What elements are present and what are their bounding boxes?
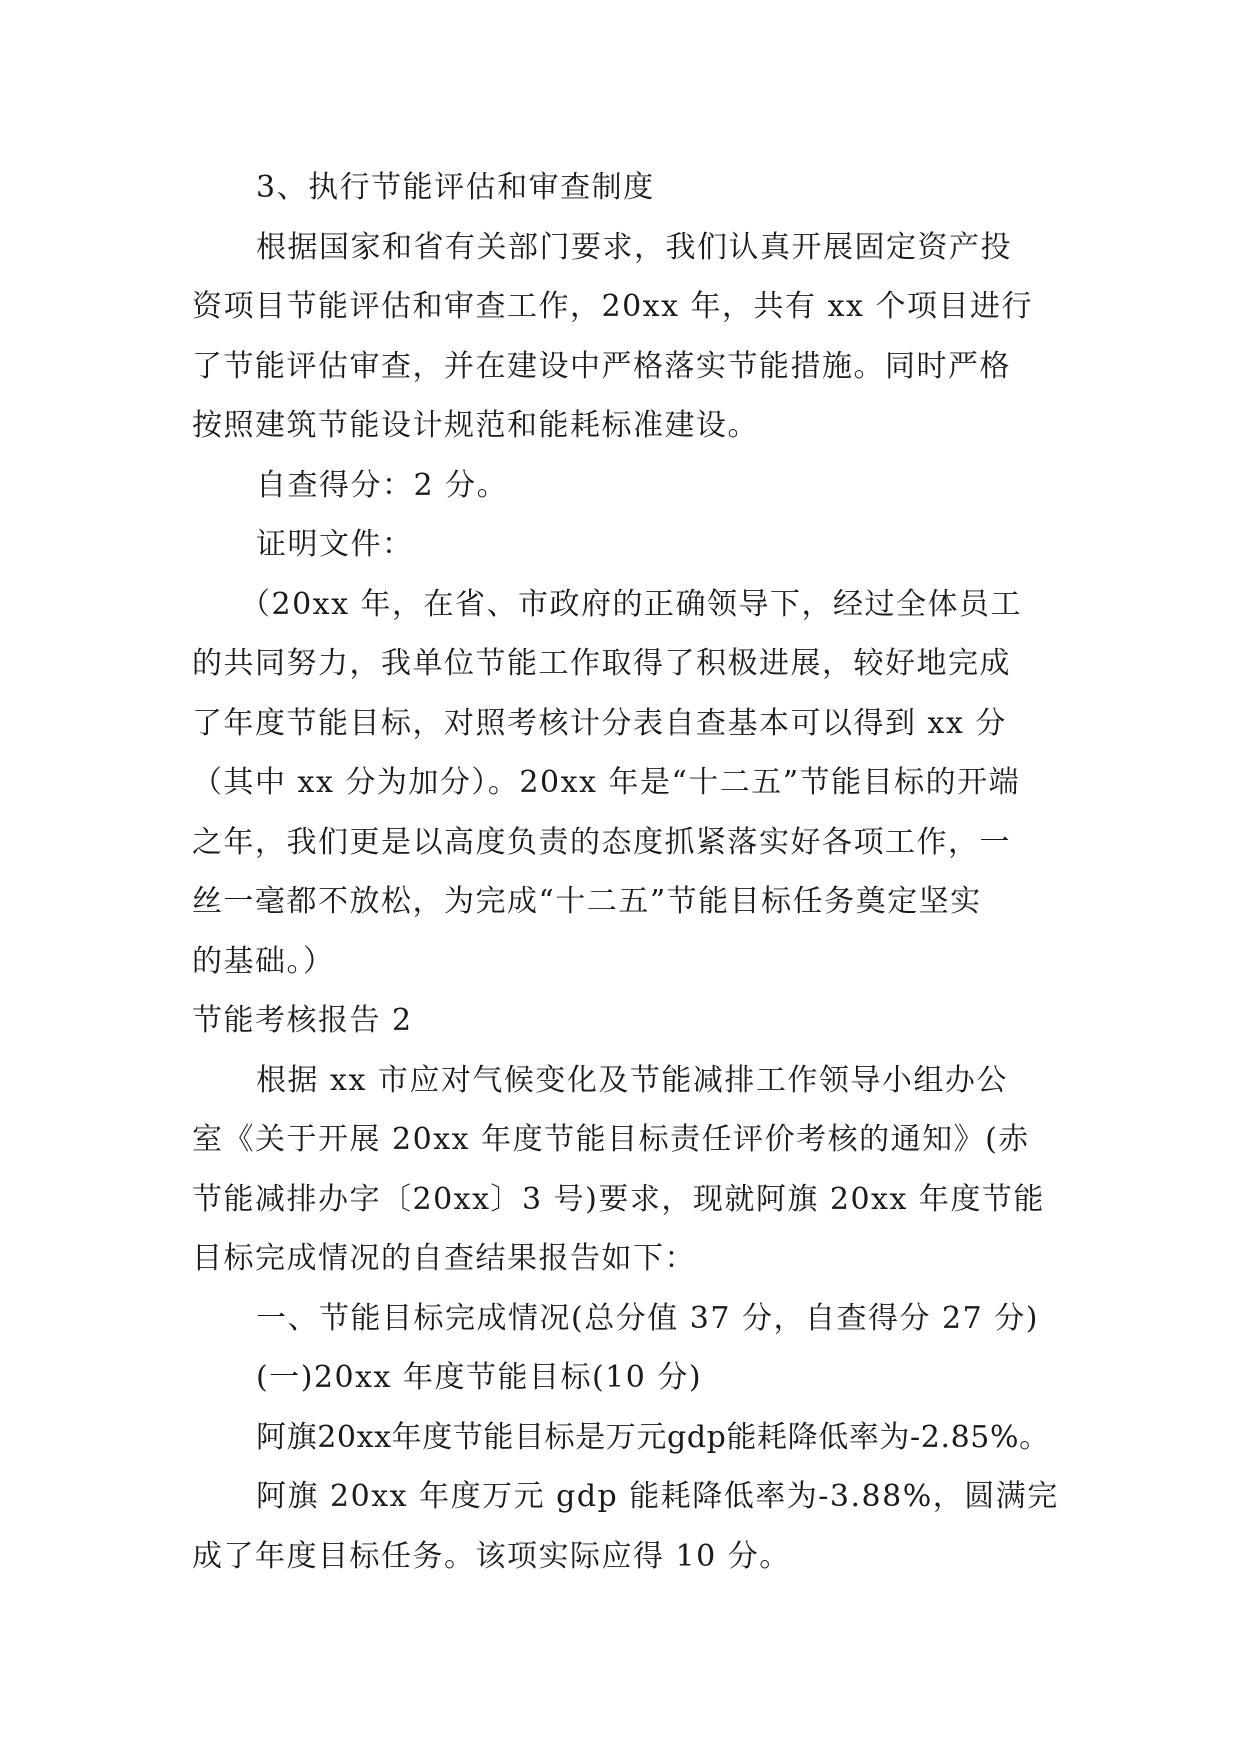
paragraph-line: 室《关于开展 20xx 年度节能目标责任评价考核的通知》(赤 bbox=[192, 1122, 1030, 1157]
paragraph-line: 了年度节能目标，对照考核计分表自查基本可以得到 xx 分 bbox=[192, 706, 1007, 741]
paragraph-line: 了节能评估审查，并在建设中严格落实节能措施。同时严格 bbox=[192, 349, 1011, 384]
report-title: 节能考核报告 2 bbox=[192, 1003, 413, 1038]
paragraph-line: 资项目节能评估和审查工作，20xx 年，共有 xx 个项目进行 bbox=[192, 289, 1033, 324]
subsection-heading: (一)20xx 年度节能目标(10 分) bbox=[256, 1360, 703, 1395]
paragraph-line: 按照建筑节能设计规范和能耗标准建设。 bbox=[192, 408, 759, 443]
self-score-line: 自查得分：2 分。 bbox=[256, 468, 509, 503]
paragraph-line: 目标完成情况的自查结果报告如下： bbox=[192, 1241, 696, 1276]
paragraph-line: 丝一毫都不放松，为完成“十二五”节能目标任务奠定坚实 bbox=[192, 884, 982, 919]
paragraph-line: （20xx 年，在省、市政府的正确领导下，经过全体员工 bbox=[240, 587, 1023, 622]
paragraph-line: 阿旗 20xx 年度万元 gdp 能耗降低率为-3.88%，圆满完 bbox=[256, 1479, 1059, 1514]
paragraph-line: 之年，我们更是以高度负责的态度抓紧落实好各项工作，一 bbox=[192, 825, 1011, 860]
paragraph-line: 阿旗20xx年度节能目标是万元gdp能耗降低率为-2.85%。 bbox=[256, 1420, 1050, 1455]
evidence-label: 证明文件： bbox=[256, 527, 414, 562]
paragraph-line: 成了年度目标任务。该项实际应得 10 分。 bbox=[192, 1539, 791, 1574]
paragraph-line: 的基础。） bbox=[192, 944, 335, 979]
paragraph-line: 根据国家和省有关部门要求，我们认真开展固定资产投 bbox=[256, 230, 1012, 265]
section-heading: 一、节能目标完成情况(总分值 37 分，自查得分 27 分) bbox=[256, 1301, 1039, 1336]
paragraph-line: （其中 xx 分为加分）。20xx 年是“十二五”节能目标的开端 bbox=[192, 765, 1021, 800]
paragraph-line: 节能减排办字〔20xx〕3 号)要求，现就阿旗 20xx 年度节能 bbox=[192, 1182, 1045, 1217]
paragraph-line: 根据 xx 市应对气候变化及节能减排工作领导小组办公 bbox=[256, 1063, 1008, 1098]
section-heading: 3、执行节能评估和审查制度 bbox=[256, 170, 655, 205]
paragraph-line: 的共同努力，我单位节能工作取得了积极进展，较好地完成 bbox=[192, 646, 1011, 681]
